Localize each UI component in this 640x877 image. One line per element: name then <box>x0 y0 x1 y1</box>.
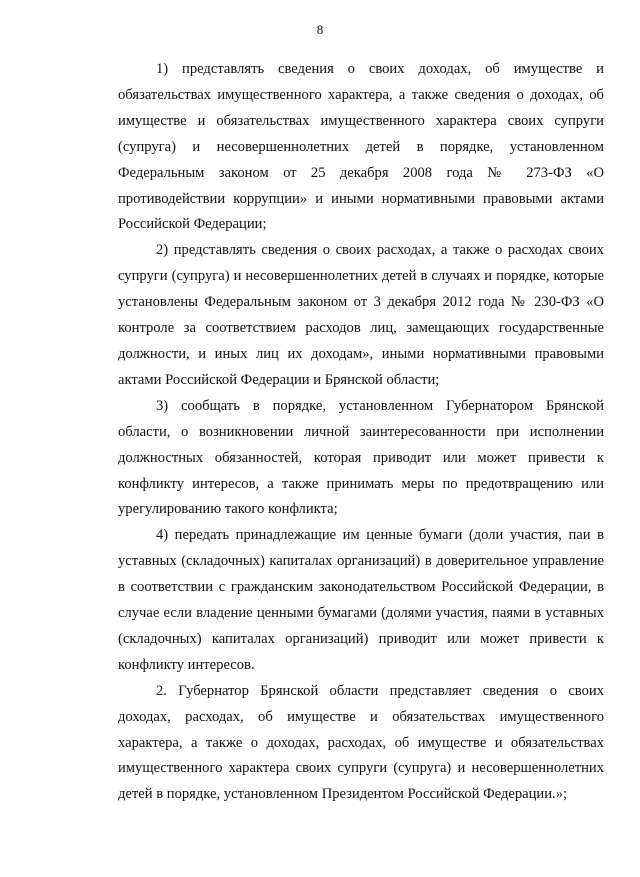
paragraph-item-2: 2) представлять сведения о своих расходах, а также о расходах своих супруги (супруга) и несовершеннолетних детей в случаях и порядке, которые установлены Федеральным законом от 3 декабря 2012 года № 230-ФЗ «О контроле за соответствием расходов лиц, замещающих государственные должности, и иных лиц их доходам», иными нормативными правовыми актами Российской Федерации и Брянской области; <box>118 242 604 388</box>
paragraph-item-3: 3) сообщать в порядке, установленном Губернатором Брянской области, о возникновении личной заинтересованности при исполнении должностных обязанностей, которая приводит или может привести к конфликту интересов, а также принимать меры по предотвращению или урегулированию такого конфликта; <box>118 397 604 518</box>
page-number: 8 <box>316 22 324 37</box>
document-body <box>118 57 604 808</box>
paragraph-governor: 2. Губернатор Брянской области представляет сведения о своих доходах, расходах, об имуществе и обязательствах имущественного характера, а также о доходах, расходах, об имуществе и обязательствах имущественного характера своих супруги (супруга) и несовершеннолетних детей в порядке, установленном Президентом Российской Федерации.»; <box>118 682 604 803</box>
paragraph-item-1: 1) представлять сведения о своих доходах, об имуществе и обязательствах имущественного характера, а также сведения о доходах, об имуществе и обязательствах имущественного характера своих супруги (супруга) и несовершеннолетних детей в порядке, установленном Федеральным законом от 25 декабря 2008 года № 273-ФЗ «О противодействии коррупции» и иными нормативными правовыми актами Российской Федерации; <box>118 61 604 233</box>
paragraph-item-4: 4) передать принадлежащие им ценные бумаги (доли участия, паи в уставных (складочных) капиталах организаций) в доверительное управление в соответствии с гражданским законодательством Российской Федерации, в случае если владение ценными бумагами (долями участия, паями в уставных (складочных) капиталах организаций) приводит или может привести к конфликту интересов. <box>118 527 604 673</box>
